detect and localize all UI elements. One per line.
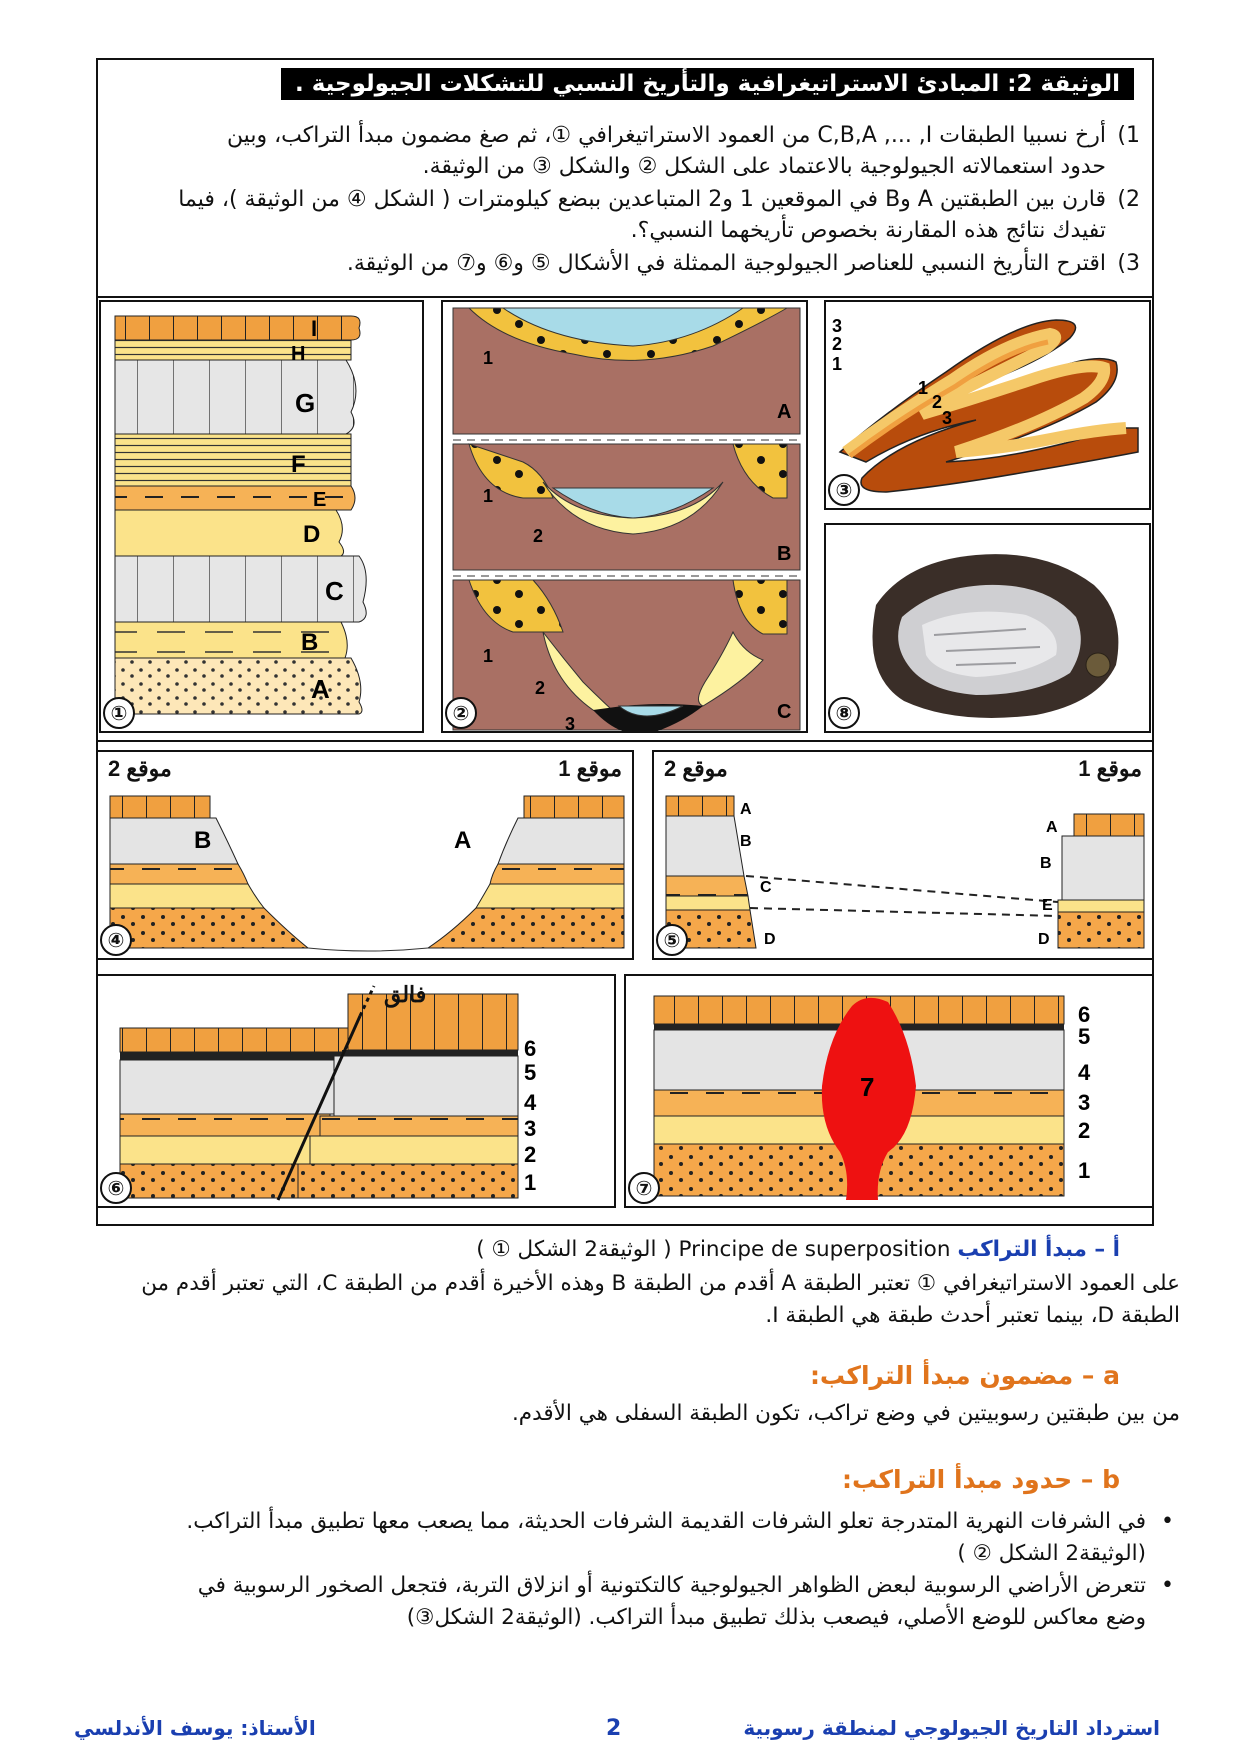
svg-text:E: E	[1042, 897, 1053, 914]
divider	[96, 740, 1154, 742]
site-1-label: موقع 1	[1078, 756, 1142, 781]
svg-text:5: 5	[1078, 1024, 1091, 1049]
list-item: • تتعرض الأراضي الرسوبية لبعض الظواهر الجيولوجية كالتكتونية أو انزلاق التربة، فتجعل الصخور الرسوبية في وضع معاكس للوضع الأصلي، فيصعب بذلك تطبيق مبدأ التراكب. (الوثيقة2 الشكل③)	[60, 1570, 1180, 1634]
svg-text:1: 1	[483, 348, 494, 368]
svg-text:2: 2	[533, 526, 544, 546]
figure-number: ①	[103, 697, 135, 729]
svg-text:1: 1	[483, 486, 494, 506]
svg-text:7: 7	[860, 1072, 875, 1102]
fault-label: فالق	[384, 982, 427, 1007]
figure-1-stratigraphic-column	[99, 300, 424, 733]
section-heading-ar: أ – مبدأ التراكب	[957, 1237, 1120, 1262]
svg-text:B: B	[777, 543, 792, 565]
svg-text:3: 3	[524, 1116, 537, 1141]
subsection-b-title: b – حدود مبدأ التراكب:	[841, 1465, 1120, 1494]
figure-2-river-terraces	[441, 300, 808, 733]
svg-text:D: D	[764, 931, 776, 948]
question-3: 3)اقترح التأريخ النسبي للعناصر الجيولوجية الممثلة في الأشكال ⑤ و⑥ و⑦ من الوثيقة.	[346, 251, 1140, 276]
figure-number: ⑤	[656, 924, 688, 956]
layer-label: C	[325, 576, 344, 606]
footer-page-number: 2	[606, 1716, 622, 1741]
section-heading	[120, 1234, 1120, 1266]
layer-label: H	[291, 343, 306, 365]
layer-label: G	[295, 388, 316, 418]
list-item: • في الشرفات النهرية المتدرجة تعلو الشرفات القديمة الشرفات الحديثة، مما يصعب معها تطبيق مبدأ التراكب. (الوثيقة2 الشكل ② )	[60, 1506, 1180, 1570]
svg-text:1: 1	[483, 646, 494, 666]
svg-text:4: 4	[1078, 1060, 1091, 1085]
svg-text:B: B	[740, 833, 752, 850]
figure-number: ⑦	[628, 1172, 660, 1204]
footer-course-title: استرداد التاريخ الجيولوجي لمنطقة رسوبية	[743, 1716, 1160, 1740]
subsection-a-title: a – مضمون مبدأ التراكب:	[809, 1361, 1120, 1390]
section-heading-ref: ( الوثيقة2 الشكل ① )	[476, 1237, 672, 1262]
figure-5-correlation	[652, 750, 1154, 960]
layer-label: F	[291, 451, 306, 478]
question-2: 2)قارن بين الطبقتين A وB في الموقعين 1 و2 المتباعدين ببضع كيلومترات ( الشكل ④ من الوثيقة )، فيما تفيدك نتائج هذه المقارنة بخصوص تأريخهما النسبي؟.	[178, 187, 1140, 243]
site-2-label: موقع 2	[108, 756, 172, 781]
svg-text:6: 6	[1078, 1002, 1091, 1027]
figure-number: ⑥	[100, 1172, 132, 1204]
svg-text:3: 3	[942, 408, 953, 428]
svg-text:1: 1	[524, 1170, 537, 1195]
svg-text:3: 3	[565, 714, 576, 733]
svg-text:3: 3	[832, 316, 843, 336]
svg-text:2: 2	[832, 334, 843, 354]
figure-3-folded-layers	[824, 300, 1151, 510]
svg-text:6: 6	[524, 1036, 537, 1061]
figure-8-rock-sample	[824, 523, 1151, 733]
section-paragraph: على العمود الاستراتيغرافي ① تعتبر الطبقة A أقدم من الطبقة B وهذه الأخيرة أقدم من الطبقة C، التي تعتبر أقدم من الطبقة D، بينما تعتبر أحدث طبقة هي الطبقة I.	[141, 1271, 1180, 1328]
figure-number: ⑧	[828, 697, 860, 729]
svg-text:D: D	[1038, 931, 1050, 948]
svg-text:4: 4	[524, 1090, 537, 1115]
subsection-a-text: من بين طبقتين رسوبيتين في وضع تراكب، تكون الطبقة السفلى هي الأقدم.	[511, 1401, 1180, 1426]
svg-text:2: 2	[1078, 1118, 1091, 1143]
layer-label: I	[311, 316, 318, 341]
layer-label: A	[311, 674, 330, 704]
svg-text:B: B	[1040, 855, 1052, 872]
svg-text:C: C	[760, 879, 772, 896]
svg-text:A: A	[777, 401, 792, 423]
svg-text:B: B	[194, 827, 212, 854]
svg-text:2: 2	[535, 678, 546, 698]
divider	[96, 296, 1154, 298]
section-heading-fr: Principe de superposition	[678, 1237, 951, 1262]
svg-text:3: 3	[1078, 1090, 1091, 1115]
svg-text:1: 1	[1078, 1158, 1091, 1183]
svg-text:C: C	[777, 701, 792, 723]
layer-label: E	[313, 489, 327, 511]
document-title: الوثيقة 2: المبادئ الاستراتيغرافية والتأريخ النسبي للتشكلات الجيولوجية .	[281, 68, 1134, 100]
svg-text:5: 5	[524, 1060, 537, 1085]
figure-number: ②	[445, 697, 477, 729]
layer-label: D	[303, 521, 321, 548]
svg-text:2: 2	[524, 1142, 537, 1167]
svg-text:A: A	[1046, 819, 1058, 836]
document-header	[96, 58, 1154, 296]
figure-4-site-correlation	[96, 750, 634, 960]
footer-teacher: الأستاذ: يوسف الأندلسي	[74, 1716, 316, 1740]
svg-text:1: 1	[918, 378, 929, 398]
figure-6-fault	[96, 974, 616, 1208]
subsection-b-list	[60, 1506, 1180, 1634]
site-2-label: موقع 2	[664, 756, 728, 781]
layer-label: B	[301, 629, 319, 656]
figure-number: ④	[100, 924, 132, 956]
svg-text:2: 2	[932, 392, 943, 412]
figure-number: ③	[828, 474, 860, 506]
figure-7-intrusion	[624, 974, 1154, 1208]
site-1-label: موقع 1	[558, 756, 622, 781]
svg-text:1: 1	[832, 354, 843, 374]
svg-text:A: A	[454, 827, 472, 854]
question-1: 1)أرخ نسبيا الطبقات C,B,A ,... ,I من العمود الاستراتيغرافي ①، ثم صغ مضمون مبدأ التراكب، وبين حدود استعمالاته الجيولوجية بالاعتماد على الشكل ② والشكل ③ من الوثيقة.	[226, 123, 1140, 179]
svg-text:A: A	[740, 801, 752, 818]
